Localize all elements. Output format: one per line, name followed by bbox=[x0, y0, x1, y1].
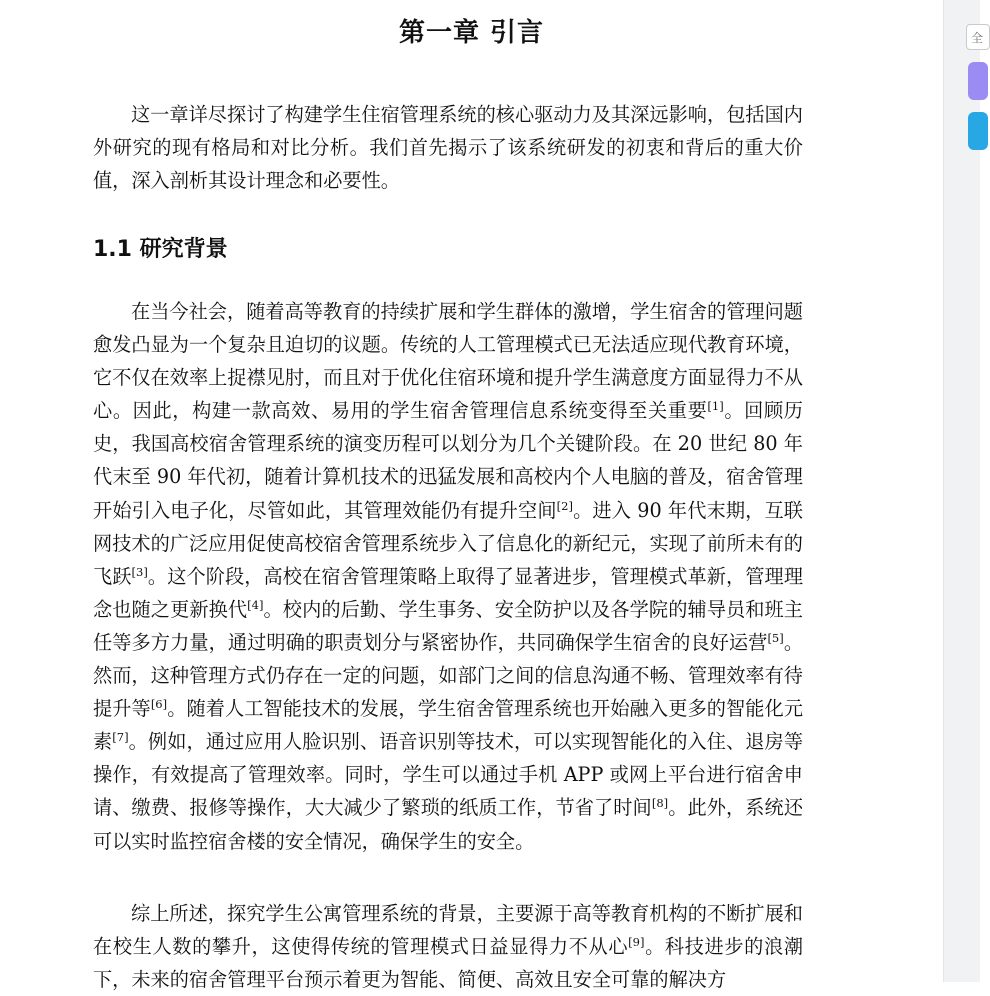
side-search-box[interactable]: 全 bbox=[966, 24, 990, 50]
citation-1[interactable]: [1] bbox=[707, 399, 724, 414]
right-side-panel bbox=[943, 0, 984, 982]
summary-paragraph bbox=[93, 897, 803, 996]
section-heading: 1.1 研究背景 bbox=[93, 237, 228, 262]
text-segment: 。随着人工智能技术的发展，学生宿舍管理系统也开始融入更多的智能化元素 bbox=[93, 697, 804, 754]
citation-3[interactable]: [3] bbox=[131, 564, 148, 579]
citation-2[interactable]: [2] bbox=[556, 498, 573, 513]
text-segment: 。科技进步的浪潮下，未来的宿舍管理平台预示着更为智能、简便、高效且安全可靠的解决方 bbox=[93, 935, 804, 992]
text-segment: 综上所述，探究学生公寓管理系统的背景，主要源于高等教育机构的不断扩展和在校生人数的攀升，这使得传统的管理模式日益显得力不从心 bbox=[93, 902, 803, 959]
text-segment: 。这个阶段，高校在宿舍管理策略上取得了显著进步，管理模式革新，管理理念也随之更新换代 bbox=[93, 564, 804, 621]
intro-paragraph: 这一章详尽探讨了构建学生住宿管理系统的核心驱动力及其深远影响，包括国内外研究的现有格局和对比分析。我们首先揭示了该系统研发的初衷和背后的重大价值，深入剖析其设计理念和必要性。 bbox=[93, 103, 803, 193]
side-action-button-blue[interactable] bbox=[968, 112, 988, 150]
citation-8[interactable]: [8] bbox=[651, 796, 669, 811]
text-segment: 。校内的后勤、学生事务、安全防护以及各学院的辅导员和班主任等多方力量，通过明确的职责划分与紧密协作，共同确保学生宿舍的良好运营 bbox=[93, 597, 803, 654]
citation-7[interactable]: [7] bbox=[112, 730, 129, 745]
text-segment: 。进入 90 年代末期，互联网技术的广泛应用促使高校宿舍管理系统步入了信息化的新纪元，实现了前所未有的飞跃 bbox=[93, 498, 803, 588]
citation-6[interactable]: [6] bbox=[150, 697, 168, 712]
text-segment: 。然而，这种管理方式仍存在一定的问题，如部门之间的信息沟通不畅、管理效率有待提升等 bbox=[93, 630, 804, 721]
text-segment: 在当今社会，随着高等教育的持续扩展和学生群体的激增，学生宿舍的管理问题愈发凸显为一个复杂且迫切的议题。传统的人工管理模式已无法适应现代教育环境，它不仅在效率上捉襟见肘，而且对于优化住宿环境和提升学生满意度方面显得力不从心。因此，构建一款高效、易用的学生宿舍管理信息系统变得至关重要 bbox=[93, 300, 803, 423]
citation-4[interactable]: [4] bbox=[247, 597, 264, 612]
background-paragraph bbox=[93, 295, 803, 858]
text-segment: 。例如，通过应用人脸识别、语音识别等技术，可以实现智能化的入住、退房等操作，有效提高了管理效率。同时，学生可以通过手机 APP 或网上平台进行宿舍申请、缴费、报修等操作，大大减少了繁琐的纸质工作，节省了时间 bbox=[93, 730, 804, 820]
side-action-button-purple[interactable] bbox=[968, 62, 988, 100]
citation-9[interactable]: [9] bbox=[628, 935, 645, 950]
text-segment: 。此外，系统还可以实时监控宿舍楼的安全情况，确保学生的安全。 bbox=[93, 796, 804, 853]
text-segment: 。回顾历史，我国高校宿舍管理系统的演变历程可以划分为几个关键阶段。在 20 世纪 80 年代末至 90 年代初，随着计算机技术的迅猛发展和高校内个人电脑的普及，宿舍管理开始引入电子化，尽管如此，其管理效能仍有提升空间 bbox=[93, 399, 803, 522]
citation-5[interactable]: [5] bbox=[767, 630, 784, 645]
chapter-title: 第一章 引言 bbox=[398, 18, 545, 48]
